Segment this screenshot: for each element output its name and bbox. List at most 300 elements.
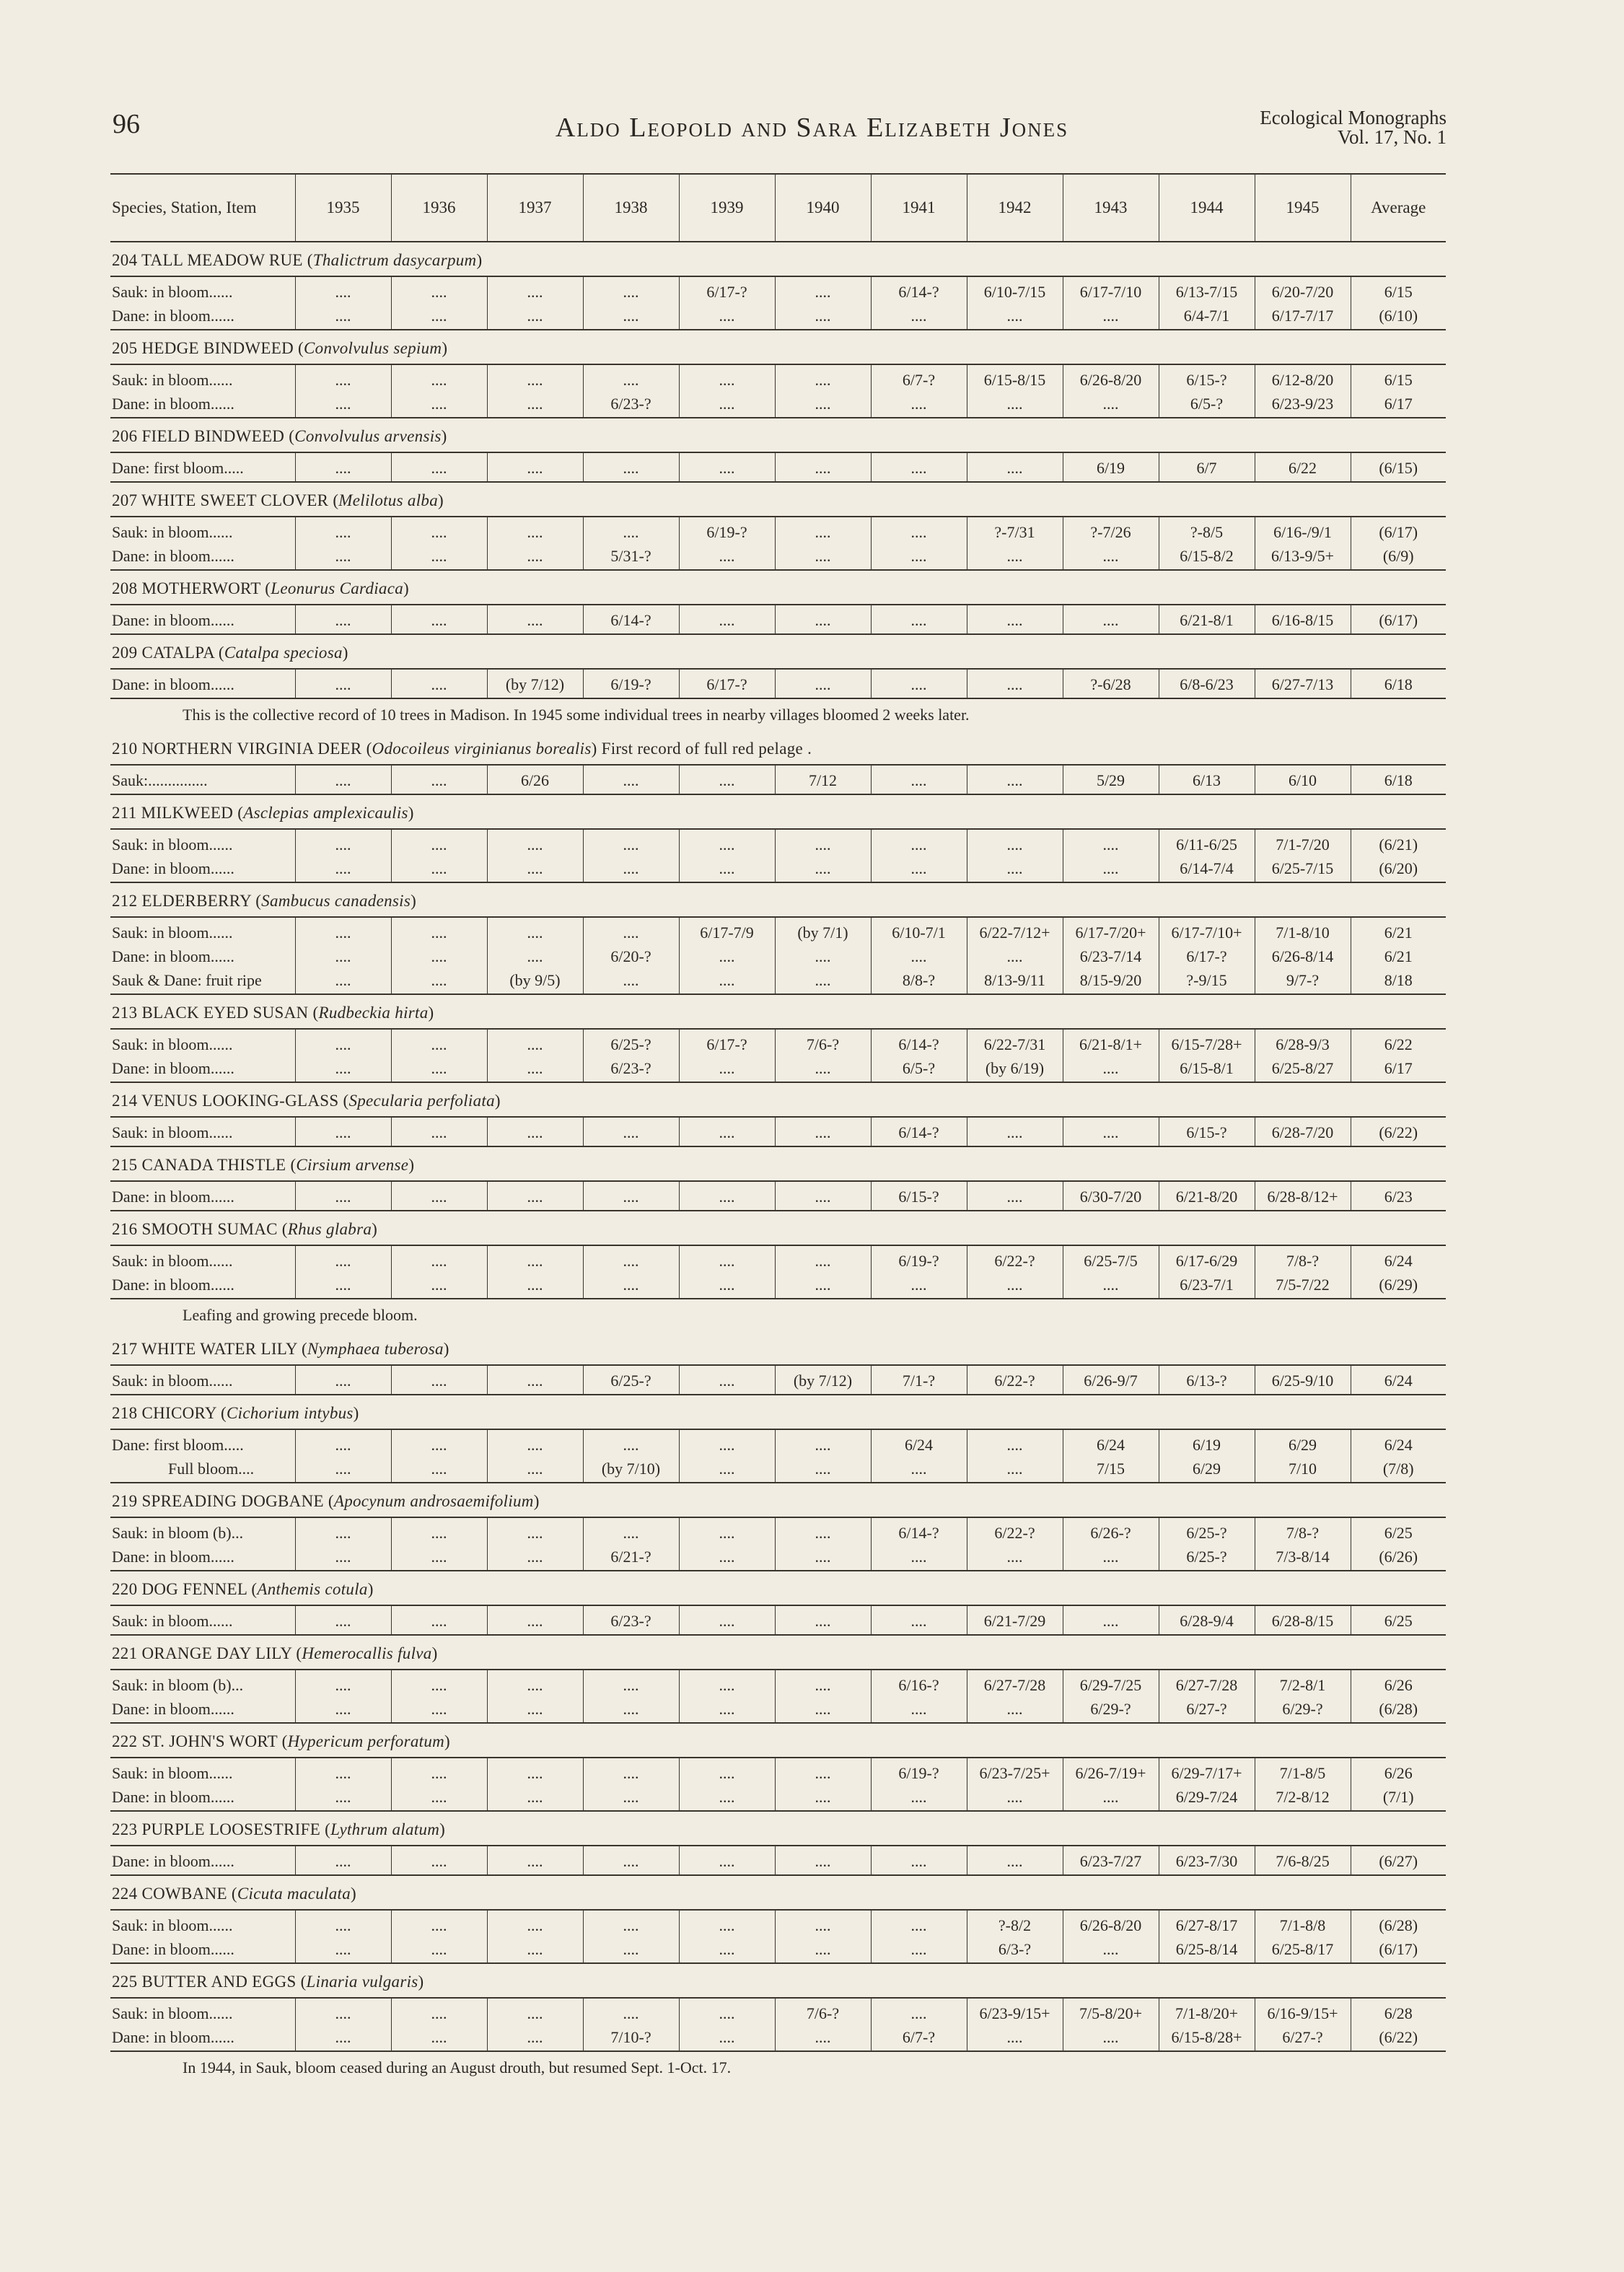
table-cell: .... bbox=[391, 364, 487, 392]
table-cell: 6/16-8/15 bbox=[1255, 605, 1351, 634]
species-number: 214 bbox=[112, 1092, 138, 1110]
table-cell: .... bbox=[391, 304, 487, 330]
species-number: 212 bbox=[112, 892, 138, 910]
table-cell: .... bbox=[679, 1457, 775, 1483]
table-cell: .... bbox=[583, 1846, 679, 1875]
table-cell: 6/26-7/19+ bbox=[1063, 1758, 1159, 1785]
table-cell: .... bbox=[487, 1365, 583, 1395]
table-cell: 6/26-? bbox=[1063, 1517, 1159, 1545]
species-common-name: HEDGE BINDWEED bbox=[141, 339, 294, 357]
table-cell: .... bbox=[295, 1429, 391, 1457]
table-cell: .... bbox=[583, 1758, 679, 1785]
phenology-table-container bbox=[110, 173, 1445, 2084]
column-header-label: Species, Station, Item bbox=[110, 174, 295, 242]
species-number: 222 bbox=[112, 1732, 138, 1750]
table-row bbox=[110, 944, 1446, 968]
table-cell: .... bbox=[487, 1181, 583, 1211]
table-cell: .... bbox=[583, 517, 679, 544]
table-cell: 6/25-7/5 bbox=[1063, 1245, 1159, 1273]
species-common-name: CHICORY bbox=[141, 1404, 216, 1422]
table-cell: .... bbox=[775, 1697, 871, 1723]
table-cell: 6/21 bbox=[1351, 917, 1446, 944]
table-cell: .... bbox=[295, 605, 391, 634]
row-label: Sauk & Dane: fruit ripe bbox=[110, 968, 295, 994]
table-cell: .... bbox=[679, 364, 775, 392]
table-cell: .... bbox=[391, 1697, 487, 1723]
table-cell: 6/22-7/31 bbox=[967, 1029, 1063, 1056]
table-cell: .... bbox=[583, 304, 679, 330]
table-cell: .... bbox=[583, 1245, 679, 1273]
table-cell: .... bbox=[679, 1998, 775, 2025]
table-cell: 6/26 bbox=[487, 765, 583, 794]
table-cell: 6/13-? bbox=[1159, 1365, 1255, 1395]
table-cell: .... bbox=[775, 1181, 871, 1211]
table-cell: .... bbox=[583, 1670, 679, 1697]
column-header: 1935 bbox=[295, 174, 391, 242]
table-cell: .... bbox=[679, 544, 775, 570]
table-cell: 7/15 bbox=[1063, 1457, 1159, 1483]
table-cell: 6/19-? bbox=[871, 1758, 967, 1785]
species-heading-row bbox=[110, 1875, 1446, 1910]
species-number: 221 bbox=[112, 1644, 138, 1662]
table-cell: .... bbox=[391, 968, 487, 994]
row-label: Dane: in bloom...... bbox=[110, 1785, 295, 1811]
species-heading-row bbox=[110, 242, 1446, 276]
species-number: 205 bbox=[112, 339, 138, 357]
table-cell: 6/26-8/20 bbox=[1063, 364, 1159, 392]
species-common-name: ST. JOHN'S WORT bbox=[141, 1732, 278, 1750]
table-cell: .... bbox=[775, 1245, 871, 1273]
table-cell: 6/23-9/15+ bbox=[967, 1998, 1063, 2025]
table-row bbox=[110, 1029, 1446, 1056]
table-cell: .... bbox=[487, 452, 583, 482]
table-row bbox=[110, 304, 1446, 330]
species-common-name: NORTHERN VIRGINIA DEER bbox=[141, 740, 362, 758]
table-cell: .... bbox=[967, 1697, 1063, 1723]
column-header: 1939 bbox=[679, 174, 775, 242]
table-cell: 6/15-8/1 bbox=[1159, 1056, 1255, 1082]
table-cell: 6/19 bbox=[1159, 1429, 1255, 1457]
table-row bbox=[110, 1998, 1446, 2025]
species-scientific-name: Apocynum androsaemifolium bbox=[333, 1492, 534, 1510]
table-cell: 6/23-7/1 bbox=[1159, 1273, 1255, 1299]
table-cell: .... bbox=[583, 1937, 679, 1963]
row-label: Dane: in bloom...... bbox=[110, 544, 295, 570]
table-cell: .... bbox=[295, 276, 391, 304]
table-cell: .... bbox=[775, 2025, 871, 2051]
species-heading-row bbox=[110, 1571, 1446, 1605]
table-cell: .... bbox=[679, 304, 775, 330]
table-cell: 6/14-? bbox=[871, 276, 967, 304]
table-cell: .... bbox=[871, 1937, 967, 1963]
table-cell: .... bbox=[391, 276, 487, 304]
table-cell: 5/31-? bbox=[583, 544, 679, 570]
row-label: Sauk: in bloom...... bbox=[110, 1365, 295, 1395]
table-cell: .... bbox=[967, 605, 1063, 634]
table-cell: .... bbox=[487, 392, 583, 418]
table-row bbox=[110, 1365, 1446, 1395]
table-cell: (7/8) bbox=[1351, 1457, 1446, 1483]
table-row bbox=[110, 1910, 1446, 1937]
table-cell: 6/22 bbox=[1255, 452, 1351, 482]
table-cell: .... bbox=[583, 829, 679, 856]
table-cell: 6/22-? bbox=[967, 1365, 1063, 1395]
table-cell: .... bbox=[871, 1998, 967, 2025]
table-row bbox=[110, 392, 1446, 418]
species-heading: 213 BLACK EYED SUSAN (Rudbeckia hirta) bbox=[112, 1004, 434, 1022]
table-cell: (6/20) bbox=[1351, 856, 1446, 882]
row-label: Dane: in bloom...... bbox=[110, 669, 295, 698]
table-cell: .... bbox=[295, 1697, 391, 1723]
species-heading-row bbox=[110, 1483, 1446, 1517]
table-cell: .... bbox=[679, 2025, 775, 2051]
table-cell: 6/21-8/20 bbox=[1159, 1181, 1255, 1211]
table-cell: .... bbox=[295, 1517, 391, 1545]
table-row bbox=[110, 1545, 1446, 1571]
table-cell: (6/26) bbox=[1351, 1545, 1446, 1571]
table-cell: .... bbox=[391, 1758, 487, 1785]
table-cell: .... bbox=[1063, 304, 1159, 330]
table-cell: 7/12 bbox=[775, 765, 871, 794]
table-cell: .... bbox=[391, 1910, 487, 1937]
table-cell: .... bbox=[967, 669, 1063, 698]
table-cell: .... bbox=[679, 1910, 775, 1937]
table-cell: 6/7 bbox=[1159, 452, 1255, 482]
table-cell: 6/15-8/28+ bbox=[1159, 2025, 1255, 2051]
table-cell: 6/15-? bbox=[1159, 364, 1255, 392]
species-note-row bbox=[110, 2051, 1446, 2084]
table-row bbox=[110, 1846, 1446, 1875]
species-scientific-name: Sambucus canadensis bbox=[261, 892, 411, 910]
table-cell: 6/10 bbox=[1255, 765, 1351, 794]
table-cell: .... bbox=[775, 392, 871, 418]
table-cell: 6/21-8/1 bbox=[1159, 605, 1255, 634]
table-cell: 6/24 bbox=[871, 1429, 967, 1457]
table-cell: 6/12-8/20 bbox=[1255, 364, 1351, 392]
row-label: Sauk: in bloom (b)... bbox=[110, 1670, 295, 1697]
species-heading-row bbox=[110, 882, 1446, 917]
table-cell: .... bbox=[391, 1181, 487, 1211]
table-cell: .... bbox=[583, 1697, 679, 1723]
row-label: Dane: in bloom...... bbox=[110, 856, 295, 882]
table-cell: 6/29-? bbox=[1063, 1697, 1159, 1723]
species-number: 218 bbox=[112, 1404, 138, 1422]
table-cell: .... bbox=[775, 364, 871, 392]
table-cell: 6/16-? bbox=[871, 1670, 967, 1697]
row-label: Sauk: in bloom...... bbox=[110, 1998, 295, 2025]
table-cell: 7/1-8/8 bbox=[1255, 1910, 1351, 1937]
table-cell: .... bbox=[295, 452, 391, 482]
table-cell: .... bbox=[487, 1697, 583, 1723]
table-cell: 6/27-7/13 bbox=[1255, 669, 1351, 698]
table-cell: .... bbox=[295, 1998, 391, 2025]
table-cell: 6/4-7/1 bbox=[1159, 304, 1255, 330]
table-cell: 6/25-8/14 bbox=[1159, 1937, 1255, 1963]
table-cell: .... bbox=[871, 829, 967, 856]
table-cell: (6/22) bbox=[1351, 2025, 1446, 2051]
table-cell: (6/17) bbox=[1351, 517, 1446, 544]
species-common-name: MILKWEED bbox=[141, 804, 234, 822]
column-header: 1938 bbox=[583, 174, 679, 242]
table-row bbox=[110, 1245, 1446, 1273]
table-cell: .... bbox=[775, 1517, 871, 1545]
row-label: Dane: in bloom...... bbox=[110, 1937, 295, 1963]
table-cell: .... bbox=[967, 1457, 1063, 1483]
table-cell: (6/21) bbox=[1351, 829, 1446, 856]
journal-volume: Vol. 17, No. 1 bbox=[1337, 126, 1447, 148]
table-row bbox=[110, 917, 1446, 944]
table-row bbox=[110, 517, 1446, 544]
table-cell: ?-9/15 bbox=[1159, 968, 1255, 994]
species-heading: 210 NORTHERN VIRGINIA DEER (Odocoileus virginianus borealis) First record of full red pelage . bbox=[112, 740, 812, 758]
table-cell: 6/28-9/4 bbox=[1159, 1605, 1255, 1635]
table-cell: 6/17-7/10 bbox=[1063, 276, 1159, 304]
table-cell: 7/2-8/1 bbox=[1255, 1670, 1351, 1697]
table-cell: .... bbox=[1063, 1785, 1159, 1811]
table-cell: 6/20-? bbox=[583, 944, 679, 968]
table-cell: .... bbox=[679, 1670, 775, 1697]
table-cell: (6/17) bbox=[1351, 1937, 1446, 1963]
table-cell: 6/16-/9/1 bbox=[1255, 517, 1351, 544]
table-cell: .... bbox=[295, 856, 391, 882]
table-cell: .... bbox=[871, 1910, 967, 1937]
table-cell: .... bbox=[679, 856, 775, 882]
species-common-name: SPREADING DOGBANE bbox=[141, 1492, 324, 1510]
table-cell: .... bbox=[295, 1181, 391, 1211]
species-heading: 223 PURPLE LOOSESTRIFE (Lythrum alatum) bbox=[112, 1820, 446, 1838]
table-cell: .... bbox=[775, 1937, 871, 1963]
table-cell: 6/29-7/24 bbox=[1159, 1785, 1255, 1811]
table-cell: (by 7/10) bbox=[583, 1457, 679, 1483]
table-cell: .... bbox=[967, 829, 1063, 856]
table-cell: .... bbox=[1063, 1273, 1159, 1299]
table-cell: .... bbox=[391, 1545, 487, 1571]
species-number: 216 bbox=[112, 1220, 138, 1238]
table-row bbox=[110, 1670, 1446, 1697]
table-cell: .... bbox=[487, 1998, 583, 2025]
species-common-name: SMOOTH SUMAC bbox=[141, 1220, 278, 1238]
species-heading: 220 DOG FENNEL (Anthemis cotula) bbox=[112, 1580, 374, 1598]
species-heading: 212 ELDERBERRY (Sambucus canadensis) bbox=[112, 892, 417, 910]
table-cell: 6/23-7/27 bbox=[1063, 1846, 1159, 1875]
table-row bbox=[110, 1056, 1446, 1082]
species-number: 211 bbox=[112, 804, 137, 822]
table-cell: 7/6-? bbox=[775, 1029, 871, 1056]
species-heading: 204 TALL MEADOW RUE (Thalictrum dasycarpum) bbox=[112, 251, 483, 269]
table-cell: .... bbox=[295, 1605, 391, 1635]
species-heading-row bbox=[110, 1635, 1446, 1670]
table-cell: 6/17-7/17 bbox=[1255, 304, 1351, 330]
table-cell: .... bbox=[583, 276, 679, 304]
table-cell: (by 6/19) bbox=[967, 1056, 1063, 1082]
species-number: 225 bbox=[112, 1973, 138, 1991]
table-cell: .... bbox=[295, 544, 391, 570]
table-cell: 6/15 bbox=[1351, 276, 1446, 304]
species-heading-row bbox=[110, 1331, 1446, 1365]
table-cell: 6/25 bbox=[1351, 1605, 1446, 1635]
table-cell: .... bbox=[487, 1517, 583, 1545]
table-cell: .... bbox=[1063, 1117, 1159, 1146]
table-cell: .... bbox=[487, 1273, 583, 1299]
table-cell: .... bbox=[487, 1029, 583, 1056]
table-cell: 6/27-8/17 bbox=[1159, 1910, 1255, 1937]
row-label: Sauk: in bloom...... bbox=[110, 1910, 295, 1937]
table-cell: .... bbox=[391, 1056, 487, 1082]
table-cell: .... bbox=[391, 1457, 487, 1483]
table-cell: .... bbox=[679, 1117, 775, 1146]
table-cell: .... bbox=[295, 917, 391, 944]
table-cell: .... bbox=[487, 605, 583, 634]
species-note: Leafing and growing precede bloom. bbox=[183, 1306, 418, 1324]
table-cell: .... bbox=[1063, 856, 1159, 882]
column-header: Average bbox=[1351, 174, 1446, 242]
row-label: Dane: first bloom..... bbox=[110, 1429, 295, 1457]
table-cell: .... bbox=[967, 392, 1063, 418]
column-header: 1944 bbox=[1159, 174, 1255, 242]
table-cell: .... bbox=[295, 1846, 391, 1875]
table-cell: .... bbox=[295, 968, 391, 994]
table-cell: .... bbox=[295, 517, 391, 544]
table-cell: 6/28 bbox=[1351, 1998, 1446, 2025]
table-cell: .... bbox=[679, 605, 775, 634]
column-header: 1945 bbox=[1255, 174, 1351, 242]
species-common-name: COWBANE bbox=[141, 1885, 227, 1903]
table-cell: .... bbox=[1063, 544, 1159, 570]
table-cell: .... bbox=[295, 1937, 391, 1963]
row-label: Dane: in bloom...... bbox=[110, 392, 295, 418]
table-cell: .... bbox=[487, 1245, 583, 1273]
table-cell: .... bbox=[583, 1273, 679, 1299]
table-cell: 6/7-? bbox=[871, 2025, 967, 2051]
table-cell: 8/8-? bbox=[871, 968, 967, 994]
column-header: 1936 bbox=[391, 174, 487, 242]
table-cell: 6/7-? bbox=[871, 364, 967, 392]
table-cell: .... bbox=[967, 544, 1063, 570]
species-remark: First record of full red pelage . bbox=[597, 740, 812, 758]
table-cell: 6/21-7/29 bbox=[967, 1605, 1063, 1635]
table-cell: 6/23-7/25+ bbox=[967, 1758, 1063, 1785]
table-cell: ?-8/2 bbox=[967, 1910, 1063, 1937]
species-number: 220 bbox=[112, 1580, 138, 1598]
table-cell: .... bbox=[679, 1181, 775, 1211]
table-cell: .... bbox=[775, 1117, 871, 1146]
table-cell: ?-6/28 bbox=[1063, 669, 1159, 698]
table-cell: 6/21 bbox=[1351, 944, 1446, 968]
table-cell: .... bbox=[487, 1846, 583, 1875]
row-label: Sauk: in bloom...... bbox=[110, 1758, 295, 1785]
species-heading-row bbox=[110, 731, 1446, 765]
table-cell: 6/25-? bbox=[583, 1365, 679, 1395]
row-label: Dane: in bloom...... bbox=[110, 1846, 295, 1875]
table-cell: .... bbox=[295, 1457, 391, 1483]
table-cell: .... bbox=[295, 2025, 391, 2051]
species-scientific-name: Asclepias amplexicaulis bbox=[243, 804, 408, 822]
species-common-name: ORANGE DAY LILY bbox=[141, 1644, 292, 1662]
species-heading: 221 ORANGE DAY LILY (Hemerocallis fulva) bbox=[112, 1644, 438, 1662]
species-heading-row bbox=[110, 794, 1446, 829]
table-cell: (6/9) bbox=[1351, 544, 1446, 570]
table-cell: .... bbox=[775, 669, 871, 698]
species-common-name: WHITE WATER LILY bbox=[141, 1340, 297, 1358]
table-cell: (6/17) bbox=[1351, 605, 1446, 634]
table-cell: 5/29 bbox=[1063, 765, 1159, 794]
table-cell: .... bbox=[871, 1605, 967, 1635]
species-common-name: VENUS LOOKING-GLASS bbox=[141, 1092, 339, 1110]
table-cell: 6/10-7/1 bbox=[871, 917, 967, 944]
table-cell: .... bbox=[391, 1429, 487, 1457]
table-cell: .... bbox=[391, 856, 487, 882]
table-cell: 7/1-? bbox=[871, 1365, 967, 1395]
table-cell: .... bbox=[295, 392, 391, 418]
table-cell: 6/17 bbox=[1351, 392, 1446, 418]
table-cell: 6/23-7/30 bbox=[1159, 1846, 1255, 1875]
table-cell: .... bbox=[679, 1785, 775, 1811]
table-cell: 7/6-8/25 bbox=[1255, 1846, 1351, 1875]
table-cell: .... bbox=[967, 2025, 1063, 2051]
table-cell: .... bbox=[295, 1245, 391, 1273]
table-cell: .... bbox=[583, 1181, 679, 1211]
table-cell: .... bbox=[487, 1670, 583, 1697]
journal-info bbox=[1260, 108, 1447, 147]
row-label: Sauk: in bloom...... bbox=[110, 517, 295, 544]
table-cell: .... bbox=[1063, 2025, 1159, 2051]
table-cell: 6/25 bbox=[1351, 1517, 1446, 1545]
table-cell: 6/8-6/23 bbox=[1159, 669, 1255, 698]
table-cell: .... bbox=[391, 2025, 487, 2051]
species-note: In 1944, in Sauk, bloom ceased during an August drouth, but resumed Sept. 1-Oct. 17. bbox=[183, 2058, 732, 2076]
table-cell: .... bbox=[487, 1056, 583, 1082]
table-cell: 6/14-? bbox=[871, 1117, 967, 1146]
table-cell: 7/8-? bbox=[1255, 1517, 1351, 1545]
species-scientific-name: Cirsium arvense bbox=[296, 1156, 409, 1174]
species-scientific-name: Convolvulus arvensis bbox=[294, 427, 442, 445]
table-row bbox=[110, 364, 1446, 392]
table-cell: .... bbox=[487, 856, 583, 882]
species-number: 223 bbox=[112, 1820, 138, 1838]
table-cell: .... bbox=[871, 1273, 967, 1299]
species-scientific-name: Melilotus alba bbox=[338, 491, 439, 509]
column-header: 1940 bbox=[775, 174, 871, 242]
species-number: 213 bbox=[112, 1004, 138, 1022]
species-heading: 216 SMOOTH SUMAC (Rhus glabra) bbox=[112, 1220, 378, 1238]
row-label: Sauk: in bloom...... bbox=[110, 1117, 295, 1146]
table-cell: 6/26 bbox=[1351, 1670, 1446, 1697]
table-cell: .... bbox=[1063, 605, 1159, 634]
species-number: 207 bbox=[112, 491, 138, 509]
table-cell: .... bbox=[295, 765, 391, 794]
table-cell: .... bbox=[583, 1117, 679, 1146]
table-cell: .... bbox=[583, 765, 679, 794]
table-cell: 6/29-7/17+ bbox=[1159, 1758, 1255, 1785]
table-cell: 6/23-9/23 bbox=[1255, 392, 1351, 418]
table-cell: 6/25-? bbox=[583, 1029, 679, 1056]
table-cell: .... bbox=[775, 1429, 871, 1457]
table-cell: .... bbox=[871, 605, 967, 634]
table-cell: 8/15-9/20 bbox=[1063, 968, 1159, 994]
species-heading-row bbox=[110, 1963, 1446, 1998]
table-cell: .... bbox=[487, 917, 583, 944]
table-row bbox=[110, 856, 1446, 882]
table-cell: 7/10-? bbox=[583, 2025, 679, 2051]
table-cell: .... bbox=[487, 304, 583, 330]
table-cell: .... bbox=[487, 1545, 583, 1571]
species-heading-row bbox=[110, 330, 1446, 364]
table-cell: .... bbox=[295, 1056, 391, 1082]
table-cell: .... bbox=[679, 944, 775, 968]
table-cell: 6/15-8/15 bbox=[967, 364, 1063, 392]
table-cell: 6/14-? bbox=[871, 1517, 967, 1545]
table-cell: .... bbox=[967, 304, 1063, 330]
